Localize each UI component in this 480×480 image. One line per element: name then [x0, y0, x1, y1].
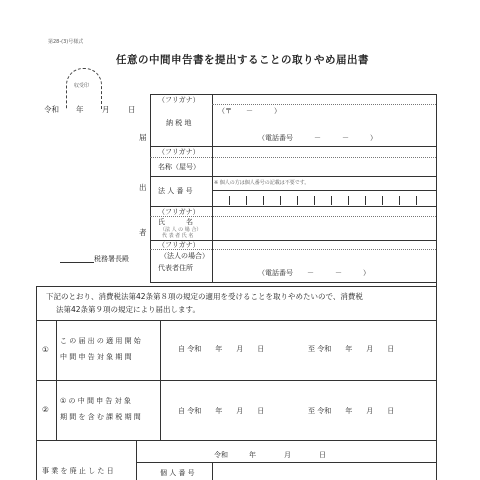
- address-phone-field[interactable]: （電話番号 － － ）: [258, 134, 377, 142]
- rep-address-label1: （法人の場合）: [160, 252, 209, 260]
- digit-box-divider: [280, 196, 281, 205]
- person-name-label: 氏 名: [158, 218, 193, 226]
- date-year: 年: [76, 105, 84, 114]
- date-month: 月: [102, 105, 110, 114]
- digit-box-divider: [229, 196, 230, 205]
- digit-box-divider: [331, 196, 332, 205]
- row2-label2: 期 間 を 含 む 課 税 期 間: [60, 413, 141, 421]
- digit-box-divider: [399, 196, 400, 205]
- row2-to-date[interactable]: 至 令和 年 月 日: [308, 407, 395, 415]
- tax-office-suffix: 税務署長殿: [94, 255, 129, 263]
- applicant-label-divider: [212, 94, 213, 282]
- declaration-line2: 法第42条第９項の規定により届出します。: [56, 305, 200, 314]
- furigana-divider-name: [150, 157, 436, 158]
- row2-from-date[interactable]: 自 令和 年 月 日: [178, 407, 265, 415]
- digit-box-divider: [365, 196, 366, 205]
- closure-date-label: 事 業 を 廃 止 し た 日: [42, 467, 114, 475]
- applicant-left-border: [150, 94, 151, 282]
- page-title: 任意の中間申告書を提出することの取りやめ届出書: [116, 54, 369, 66]
- person-name-sub1: （法 人 の 場 合）: [160, 227, 202, 233]
- form-left-border: [36, 286, 37, 480]
- digit-box-divider: [246, 196, 247, 205]
- declaration-bottom-border: [36, 320, 436, 321]
- row1-to-date[interactable]: 至 令和 年 月 日: [308, 345, 395, 353]
- address-label: 納 税 地: [166, 119, 192, 127]
- declaration-line1: 下記のとおり、消費税法第42条第８項の規定の適用を受けることを取りやめたいので、消費税: [46, 292, 363, 301]
- closure-date-field[interactable]: 令和 年 月 日: [214, 451, 326, 459]
- digit-box-divider: [416, 196, 417, 205]
- digit-box-divider: [348, 196, 349, 205]
- date-era: 令和: [44, 105, 59, 114]
- section-char-todoke: 届: [139, 133, 147, 142]
- section-char-de: 出: [139, 183, 147, 192]
- tax-office-blank: [60, 262, 94, 263]
- furigana-divider-rep: [150, 249, 436, 250]
- person-name-sub2: 代 表 者 氏 名: [162, 233, 194, 239]
- applicant-top-border: [150, 94, 436, 95]
- name-label: 名称（屋号）: [158, 163, 200, 171]
- row-divider-1: [150, 146, 436, 147]
- row1-from-date[interactable]: 自 令和 年 月 日: [178, 345, 265, 353]
- furigana-label-rep: （フリガナ）: [158, 241, 200, 249]
- furigana-label-address: （フリガナ）: [158, 96, 200, 104]
- corp-number-label: 法 人 番 号: [158, 187, 193, 195]
- closure-date-divider: [136, 462, 436, 463]
- digit-box-divider: [314, 196, 315, 205]
- rep-address-label2: 代表者住所: [158, 264, 193, 272]
- row1-label1: こ の 届 出 の 適 用 開 始: [60, 337, 141, 345]
- digit-box-divider: [263, 196, 264, 205]
- bottom-label-divider: [136, 440, 137, 480]
- section-char-sha: 者: [139, 228, 147, 237]
- personal-number-divider: [212, 462, 213, 480]
- corp-number-note: ※ 個人の方は個人番号の記載は不要です。: [214, 180, 310, 186]
- form-right-border: [436, 94, 437, 480]
- applicant-bottom-border: [150, 282, 436, 283]
- furigana-label-person: （フリガナ）: [158, 208, 200, 216]
- personal-number-label: 個 人 番 号: [160, 469, 195, 477]
- row1-number: ①: [42, 345, 49, 354]
- postal-code-field[interactable]: （〒 － ）: [218, 107, 281, 115]
- date-day: 日: [128, 105, 136, 114]
- row-divider-2: [150, 176, 436, 177]
- row1-bottom-border: [36, 380, 436, 381]
- furigana-divider-address: [212, 104, 436, 105]
- row1-label2: 中 間 申 告 対 象 期 間: [60, 353, 132, 361]
- row-divider-3: [150, 206, 436, 207]
- row2-label1: ① の 中 間 申 告 対 象: [60, 397, 131, 405]
- corp-number-box-top: [212, 190, 436, 191]
- furigana-label-name: （フリガナ）: [158, 148, 200, 156]
- stamp-label: 収受印: [74, 83, 90, 89]
- row2-number: ②: [42, 405, 49, 414]
- row2-bottom-border: [36, 440, 436, 441]
- furigana-divider-person: [150, 216, 436, 217]
- declaration-top-border: [36, 286, 436, 287]
- rep-phone-field[interactable]: （電話番号 － － ）: [258, 269, 370, 277]
- digit-box-divider: [382, 196, 383, 205]
- form-id: 第28-(3)号様式: [48, 39, 84, 45]
- digit-box-divider: [297, 196, 298, 205]
